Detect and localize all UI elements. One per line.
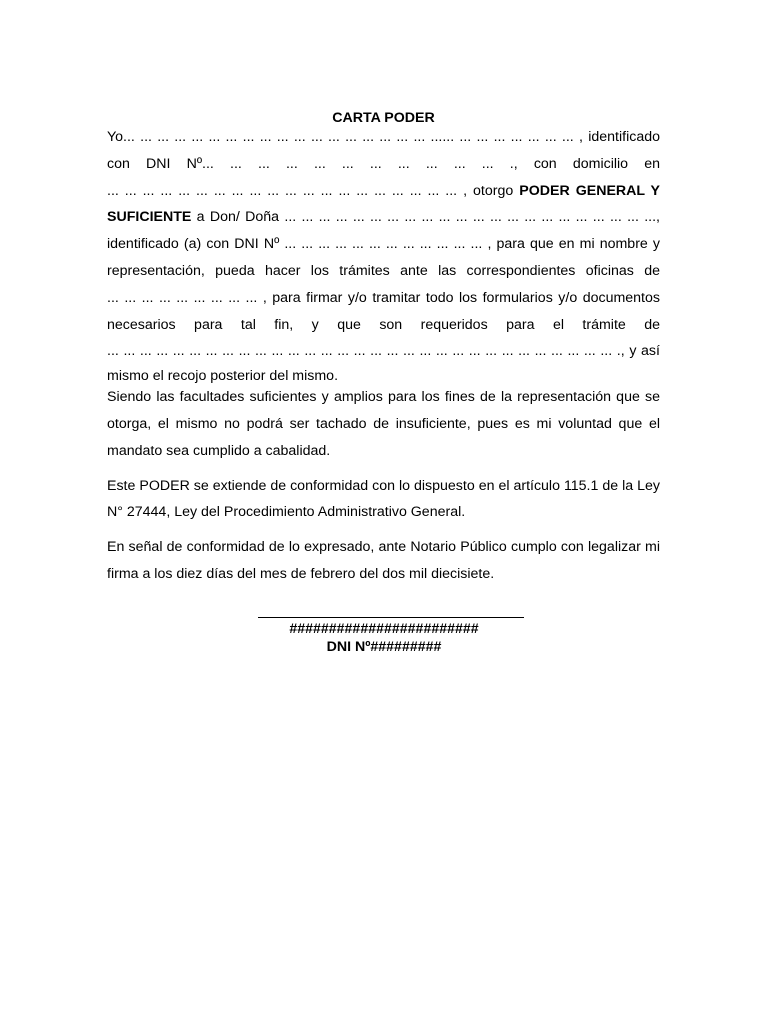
paragraph-2: Siendo las facultades suficientes y amplios para los fines de la representación que se otorga, el mismo no podrá ser tachado de insuficiente, pues es mi voluntad que el mandato sea cumplido a cabalidad. bbox=[107, 389, 660, 459]
text-fragment: con bbox=[533, 155, 557, 172]
paragraph-3: Este PODER se extiende de conformidad con lo dispuesto en el artículo 115.1 de la Ley N° 27444, Ley del Procedimiento Administrativo General. bbox=[107, 477, 660, 521]
text-fragment: y bbox=[629, 343, 637, 360]
document-title: CARTA PODER bbox=[332, 110, 435, 126]
signatory-dni: DNI Nº######### bbox=[326, 639, 442, 655]
bold-text: PODER GENERAL Y bbox=[519, 182, 660, 199]
p1-line-6: representación, pueda hacer los trámites ante las correspondientes oficinas de bbox=[107, 262, 660, 279]
p1-line-2 bbox=[107, 151, 660, 178]
p1-line-9 bbox=[107, 338, 660, 365]
p1-line-10: mismo el recojo posterior del mismo. bbox=[107, 368, 339, 385]
signature-line bbox=[258, 617, 524, 618]
agent-name-placeholder: ... ... ... ... ... ... ... ... ... ... ... ... ... ... ... ... ... ... ... ... ... ..., bbox=[284, 209, 660, 226]
p1-line-3 bbox=[107, 178, 660, 205]
bold-text: SUFICIENTE bbox=[107, 209, 192, 226]
text-fragment: domicilio bbox=[572, 155, 629, 172]
text-fragment: identificado bbox=[588, 129, 660, 145]
p1-line-7: ... ... ... ... ... ... ... ... ... , para firmar y/o tramitar todo los formularios y/o documentos bbox=[107, 289, 660, 306]
name-placeholder: Yo... ... ... ... ... ... ... ... ... ... ... ... ... ... ... ... ... ... ...... ... ... ... ... ... ... ... , bbox=[107, 129, 583, 145]
document-body bbox=[107, 108, 660, 588]
procedure-placeholder: ... ... ... ... ... ... ... ... ... ... ... ... ... ... ... ... ... ... ... ... ... ... ... ... ... ... ... ... ... ... ... ., bbox=[107, 343, 625, 360]
address-placeholder: ... ... ... ... ... ... ... ... ... ... ... ... ... ... ... ... ... ... ... ... , bbox=[107, 182, 468, 199]
dni-placeholder: Nº... ... ... ... ... ... ... ... ... ... ... ., bbox=[186, 155, 518, 172]
p1-line-4 bbox=[107, 204, 660, 231]
text-fragment: en bbox=[644, 155, 660, 172]
paragraph-1 bbox=[107, 124, 660, 384]
text-fragment: con bbox=[107, 155, 130, 172]
signatory-name: ######################## bbox=[289, 621, 479, 637]
p1-line-5: identificado (a) con DNI Nº ... ... ... ... ... ... ... ... ... ... ... ... , para que en mi nombre y bbox=[107, 236, 660, 253]
signature-block bbox=[0, 617, 768, 656]
p1-line-8: necesarios para tal fin, y que son requeridos para el trámite de bbox=[107, 316, 660, 333]
text-fragment: DNI bbox=[146, 155, 171, 172]
p1-line-1 bbox=[107, 124, 660, 151]
paragraph-4: En señal de conformidad de lo expresado, ante Notario Público cumplo con legalizar mi firma a los diez días del mes de febrero del dos mil diecisiete. bbox=[107, 539, 660, 582]
text-fragment: otorgo bbox=[473, 182, 514, 199]
text-fragment: así bbox=[641, 343, 660, 360]
text-fragment: a Don/ Doña bbox=[196, 209, 280, 226]
